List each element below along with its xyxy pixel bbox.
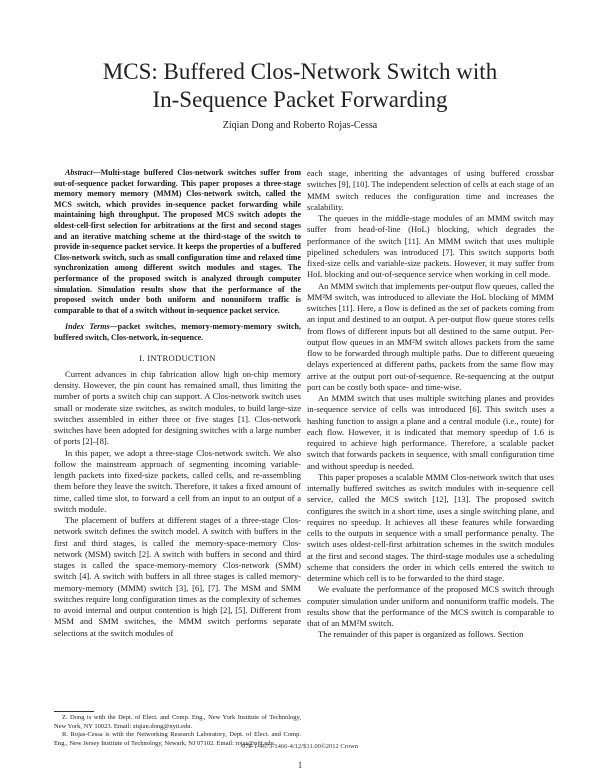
- paragraph: An MMM switch that uses multiple switching planes and provides in-sequence service of cells was introduced [6]. This switch uses a hashing function to assign a plane and a central module (i.e., route) for each flow. However, it is indicated that memory speedup of 1.6 is required to achieve high performance. Therefore, a scalable packet switch that forwards packets in sequence, with small configuration time and without speedup is needed.: [307, 393, 554, 471]
- paragraph: In this paper, we adopt a three-stage Clos-network switch. We also follow the mainstream approach of segmenting incoming variable-length packets into fixed-size packets, called cells, and re-assembling them before they leave the switch. Therefore, it takes a fixed amount of time, called time slot, to forward a cell from an input to an output of a switch module.: [54, 447, 301, 514]
- abstract-label: Abstract: [65, 168, 93, 177]
- abstract: [54, 168, 301, 316]
- footnote: R. Rojas-Cessa is with the Networking Research Laboratory, Dept. of Elect. and Comp. Eng., New Jersey Institute of Technology, Newark, NJ 07102. Email: rojas@njit.edu.: [54, 731, 301, 747]
- index-terms-label: Index Terms: [65, 322, 110, 332]
- paragraph: We evaluate the performance of the proposed MCS switch through computer simulation under uniform and nonuniform traffic models. The results show that the performance of the MCS switch is comparable to that of an MM²M switch.: [307, 584, 554, 628]
- paragraph: Current advances in chip fabrication allow high on-chip memory density. However, the pin count has remained small, thus limiting the number of ports a switch chip can support. A Clos-network switch uses small or moderate size switches, as switch modules, to build large-size switches assembled in either three or five stages [1]. Clos-network switches have been adopted for designing switches with a large number of ports [2]–[8].: [54, 368, 301, 447]
- index-terms-text: —packet switches, memory-memory-memory switch, buffered switch, Clos-network, in-sequence.: [54, 322, 302, 342]
- authors: Ziqian Dong and Roberto Rojas-Cessa: [222, 120, 378, 131]
- paragraph: each stage, inheriting the advantages of using buffered crossbar switches [9], [10]. The independent selection of cells at each stage of an MMM switch reduces the configuration time and increases the scalability.: [307, 168, 554, 212]
- copyright-line: 978-1-4673-1466-4/12/$31.00©2012 Crown: [241, 743, 359, 750]
- left-column: [54, 168, 301, 639]
- paper-title: [0, 58, 600, 114]
- section-heading: I. INTRODUCTION: [139, 352, 216, 363]
- title-line-2: In-Sequence Packet Forwarding: [152, 87, 448, 112]
- paragraph: The queues in the middle-stage modules of an MMM switch may suffer from head-of-line (HoL) blocking, which degrades the performance of the switch [11]. An MMM switch that uses multiple pipelined schedulers was introduced [7]. This switch supports both fixed-size cells and variable-size packets. However, it may suffer from HoL blocking and out-of-sequence service when working in cell mode.: [307, 213, 554, 280]
- page-number: 1: [297, 760, 303, 770]
- abstract-text: —Multi-stage buffered Clos-network switches suffer from out-of-sequence packet forwarding. This paper proposes a three-stage memory memory memory (MMM) Clos-network switch, called the MCS switch, which provides in-sequence packet forwarding while maintaining high throughput. The proposed MCS switch adopts the oldest-cell-first selection for arbitrations at the first and second stages and an iterative matching scheme at the third-stage of the switch to provide in-sequence packet service. It keeps the properties of a buffered Clos-network switch, such as small configuration time and relaxed time synchronization among different switch modules and stages. The performance of the proposed switch is analyzed through computer simulation. Simulation results show that the performance of the proposed switch under both uniform and nonuniform traffic is comparable to that of a switch without in-sequence packet service.: [54, 168, 301, 315]
- right-column: [307, 168, 554, 641]
- paragraph: An MMM switch that implements per-output flow queues, called the MM²M switch, was introduced to alleviate the HoL blocking of MMM switches [11]. Here, a flow is defined as the set of packets coming from an input and destined to an output. A per-output flow queue stores cells from flows of different inputs but all destined to the same output. Per-output flow queues in an MM²M switch allows packets from the same flow to be forwarded through multiple paths. Due to different queueing delays experienced at different paths, packets from the same flow may arrive at the output port out-of-sequence. Re-sequencing at the output port can be costly both space- and time-wise.: [307, 280, 554, 392]
- paragraph: The placement of buffers at different stages of a three-stage Clos-network switch defines the switch model. A switch with buffers in the first and third stages, is called the memory-space-memory Clos-network (MSM) switch [2]. A switch with buffers in second and third stages is called the space-memory-memory Clos-network (SMM) switch [4]. A switch with buffers in all three stages is called memory-memory-memory (MMM) switch [3], [6], [7]. The MSM and SMM switches require long configuration times as the complexity of schemes to avoid internal and output contention is high [2], [5]. Different from MSM and SMM switches, the MMM switch performs separate selections at the switch modules of: [54, 515, 301, 638]
- title-line-1: MCS: Buffered Clos-Network Switch with: [102, 59, 498, 84]
- paragraph: This paper proposes a scalable MMM Clos-network switch that uses internally buffered switches as switch modules with in-sequence cell service, called the MCS switch [12], [13]. The proposed switch configures the switch in a short time, uses a single switching plane, and requires no speedup. It achieves all these features while forwarding cells to the outputs in sequence with a small performance penalty. The switch uses oldest-cell-first arbitration schemes in the switch modules at the first and second stages. The third-stage modules use a scheduling scheme that considers the order in which cells entered the switch to determine which cell is to be forwarded to the third stage.: [307, 471, 554, 583]
- paragraph: The remainder of this paper is organized as follows. Section: [318, 629, 524, 640]
- footnote: Z. Dong is with the Dept. of Elect. and Comp. Eng., New York Institute of Technology, New York, NY 10023. Email: ziqian.dong@nyit.edu.: [54, 714, 301, 730]
- index-terms: [54, 322, 301, 343]
- footnote-rule: [54, 711, 94, 712]
